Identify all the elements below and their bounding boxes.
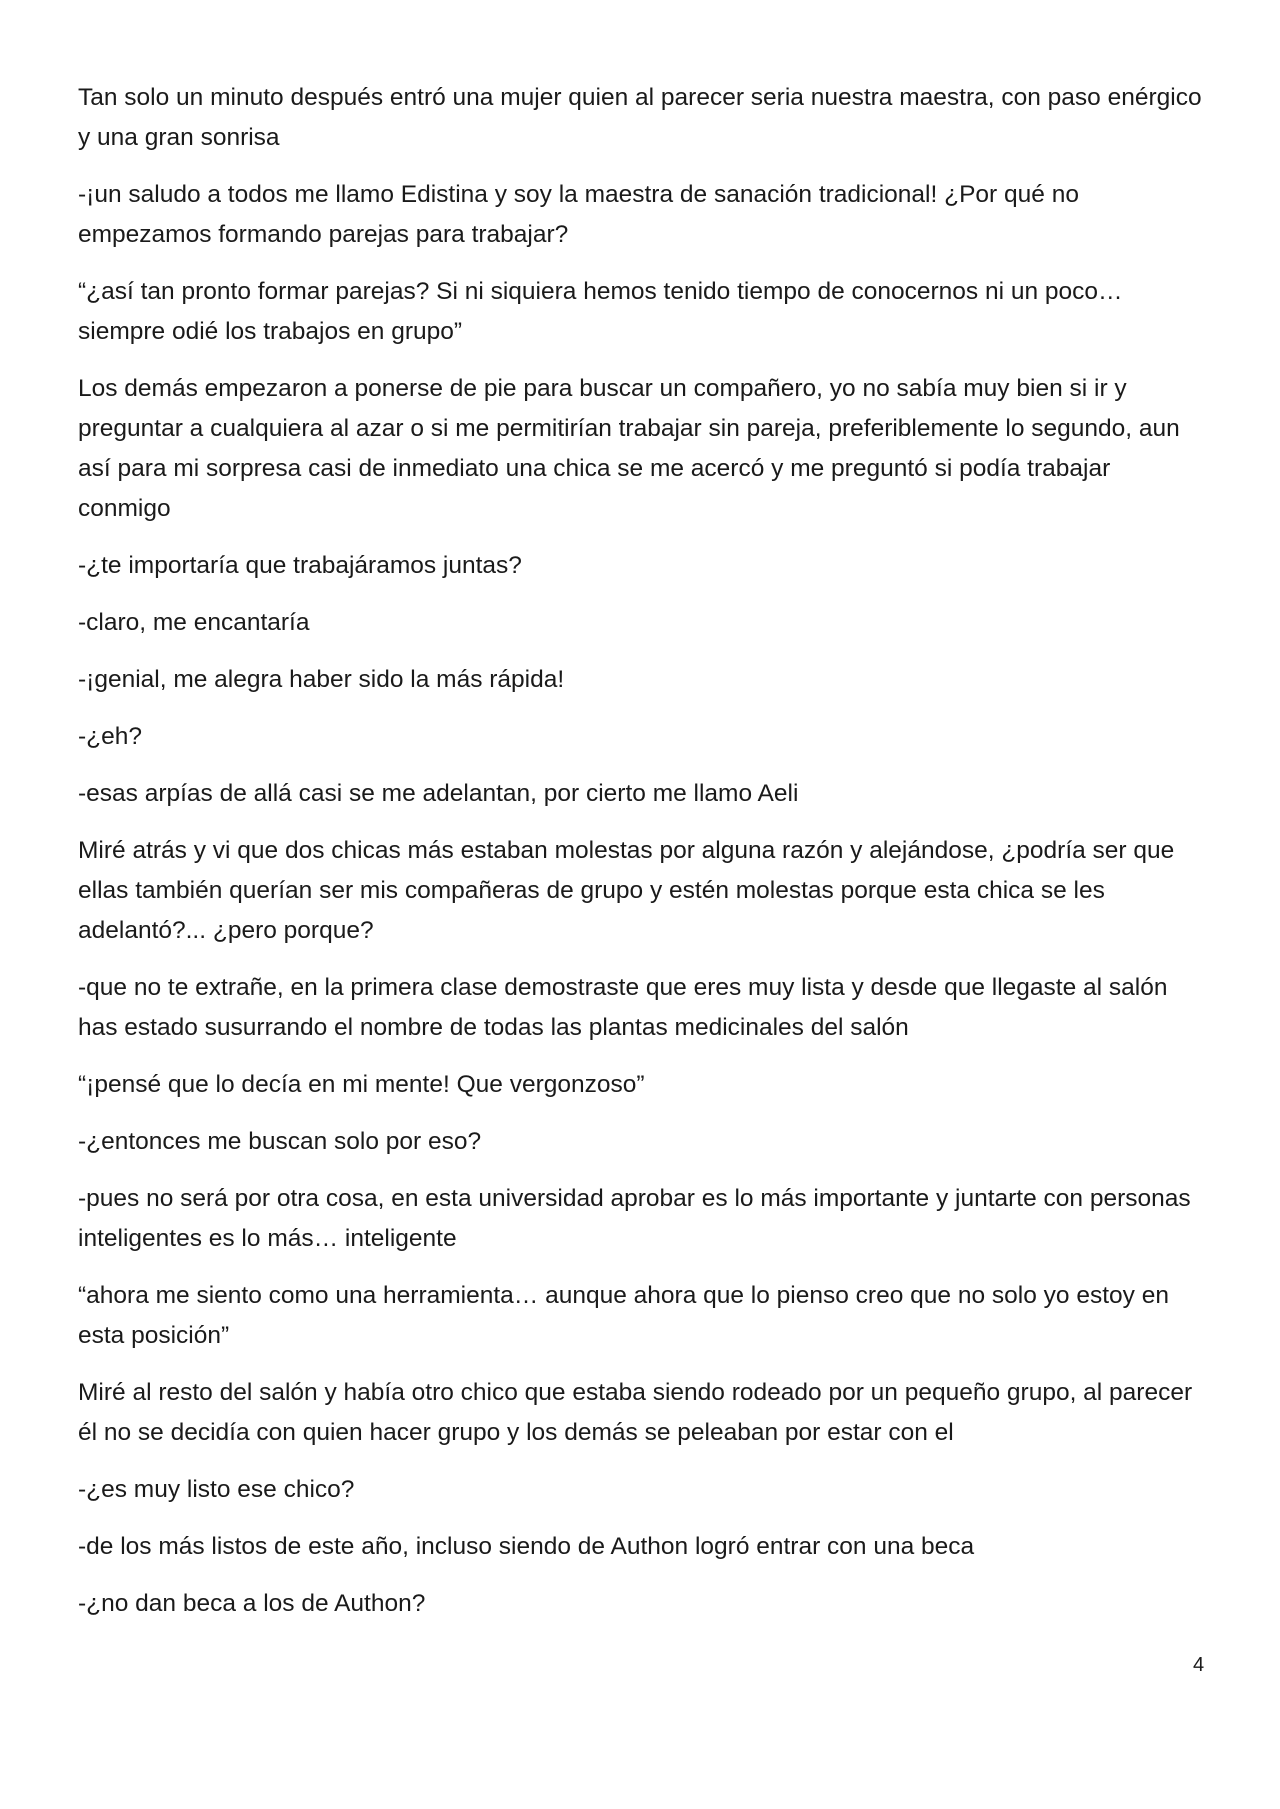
paragraph: “ahora me siento como una herramienta… aunque ahora que lo pienso creo que no solo yo estoy en esta posición” (78, 1282, 1169, 1349)
paragraph: -¿te importaría que trabajáramos juntas? (78, 552, 522, 579)
paragraph: -que no te extrañe, en la primera clase demostraste que eres muy lista y desde que llegaste al salón has estado susurrando el nombre de todas las plantas medicinales del salón (78, 974, 1168, 1041)
paragraph: -¡genial, me alegra haber sido la más rápida! (78, 666, 565, 693)
paragraph: Tan solo un minuto después entró una mujer quien al parecer seria nuestra maestra, con paso enérgico y una gran sonrisa (78, 84, 1202, 151)
paragraph: -¿no dan beca a los de Authon? (78, 1590, 426, 1617)
paragraph: -¿es muy listo ese chico? (78, 1476, 355, 1503)
paragraph: “¡pensé que lo decía en mi mente! Que vergonzoso” (78, 1071, 645, 1098)
paragraph: Los demás empezaron a ponerse de pie para buscar un compañero, yo no sabía muy bien si ir y preguntar a cualquiera al azar o si me permitirían trabajar sin pareja, preferiblemente lo segundo, aun así para mi sorpresa casi de inmediato una chica se me acercó y me preguntó si podía trabajar conmigo (78, 375, 1180, 522)
page-number: 4 (1193, 1654, 1205, 1676)
paragraph: -pues no será por otra cosa, en esta universidad aprobar es lo más importante y juntarte con personas inteligentes es lo más… inteligente (78, 1185, 1191, 1252)
paragraph: -¡un saludo a todos me llamo Edistina y soy la maestra de sanación tradicional! ¿Por qué no empezamos formando parejas para trabajar? (78, 181, 1079, 248)
paragraph: “¿así tan pronto formar parejas? Si ni siquiera hemos tenido tiempo de conocernos ni un poco… siempre odié los trabajos en grupo” (78, 278, 1123, 345)
paragraph: -¿eh? (78, 723, 143, 750)
paragraph: Miré al resto del salón y había otro chico que estaba siendo rodeado por un pequeño grupo, al parecer él no se decidía con quien hacer grupo y los demás se peleaban por estar con el (78, 1379, 1193, 1446)
paragraph: Miré atrás y vi que dos chicas más estaban molestas por alguna razón y alejándose, ¿podría ser que ellas también querían ser mis compañeras de grupo y estén molestas porque esta chica se les adelantó?... ¿pero porque? (78, 837, 1175, 944)
paragraph: -claro, me encantaría (78, 609, 310, 636)
paragraph: -¿entonces me buscan solo por eso? (78, 1128, 482, 1155)
document-body (78, 78, 1208, 1641)
paragraph: -de los más listos de este año, incluso siendo de Authon logró entrar con una beca (78, 1533, 975, 1560)
paragraph: -esas arpías de allá casi se me adelantan, por cierto me llamo Aeli (78, 780, 799, 807)
